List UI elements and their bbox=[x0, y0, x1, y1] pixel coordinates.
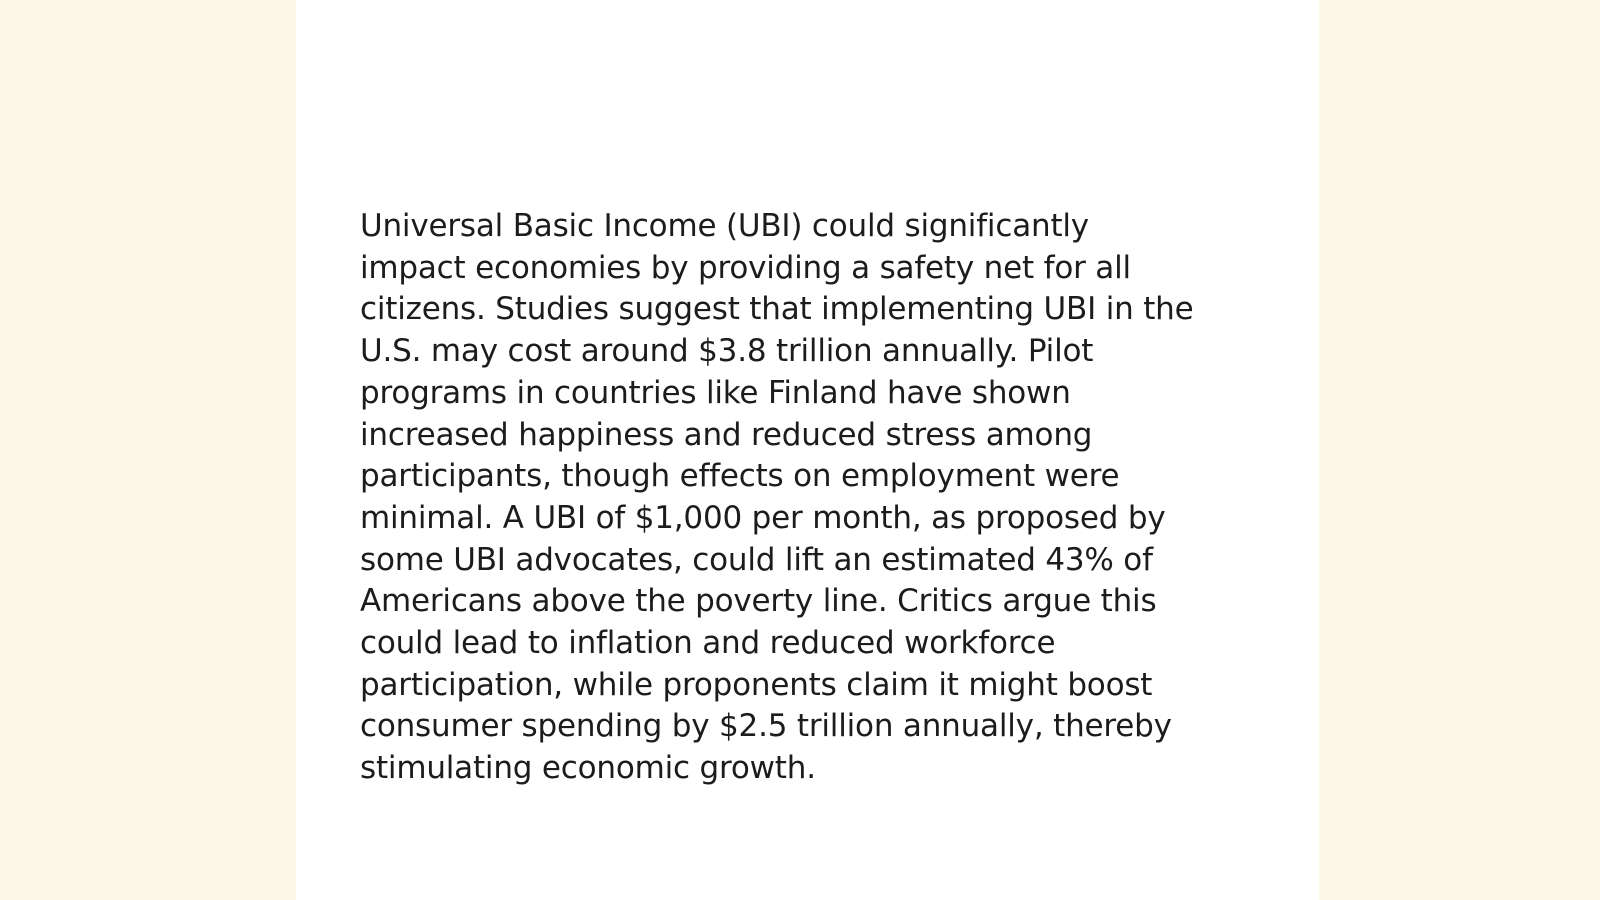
paragraph-line: citizens. Studies suggest that implementing UBI in the bbox=[360, 291, 1194, 328]
paragraph-line: programs in countries like Finland have shown bbox=[360, 374, 1071, 411]
paragraph-line: participants, though effects on employment were bbox=[360, 458, 1120, 495]
document-paragraph bbox=[360, 206, 1260, 790]
paragraph-line: some UBI advocates, could lift an estimated 43% of bbox=[360, 541, 1153, 578]
paragraph-line: minimal. A UBI of $1,000 per month, as proposed by bbox=[360, 499, 1166, 536]
paragraph-line: could lead to inflation and reduced workforce bbox=[360, 625, 1056, 662]
document-page bbox=[296, 0, 1319, 900]
paragraph-line: U.S. may cost around $3.8 trillion annually. Pilot bbox=[360, 333, 1094, 370]
paragraph-line: consumer spending by $2.5 trillion annually, thereby bbox=[360, 708, 1172, 745]
paragraph-line: Universal Basic Income (UBI) could significantly bbox=[360, 208, 1089, 244]
paragraph-line: impact economies by providing a safety net for all bbox=[360, 249, 1131, 286]
paragraph-line: Americans above the poverty line. Critics argue this bbox=[360, 583, 1157, 620]
paragraph-line: stimulating economic growth. bbox=[360, 750, 816, 787]
paragraph-line: increased happiness and reduced stress among bbox=[360, 416, 1093, 453]
paragraph-line: participation, while proponents claim it might boost bbox=[360, 666, 1153, 703]
